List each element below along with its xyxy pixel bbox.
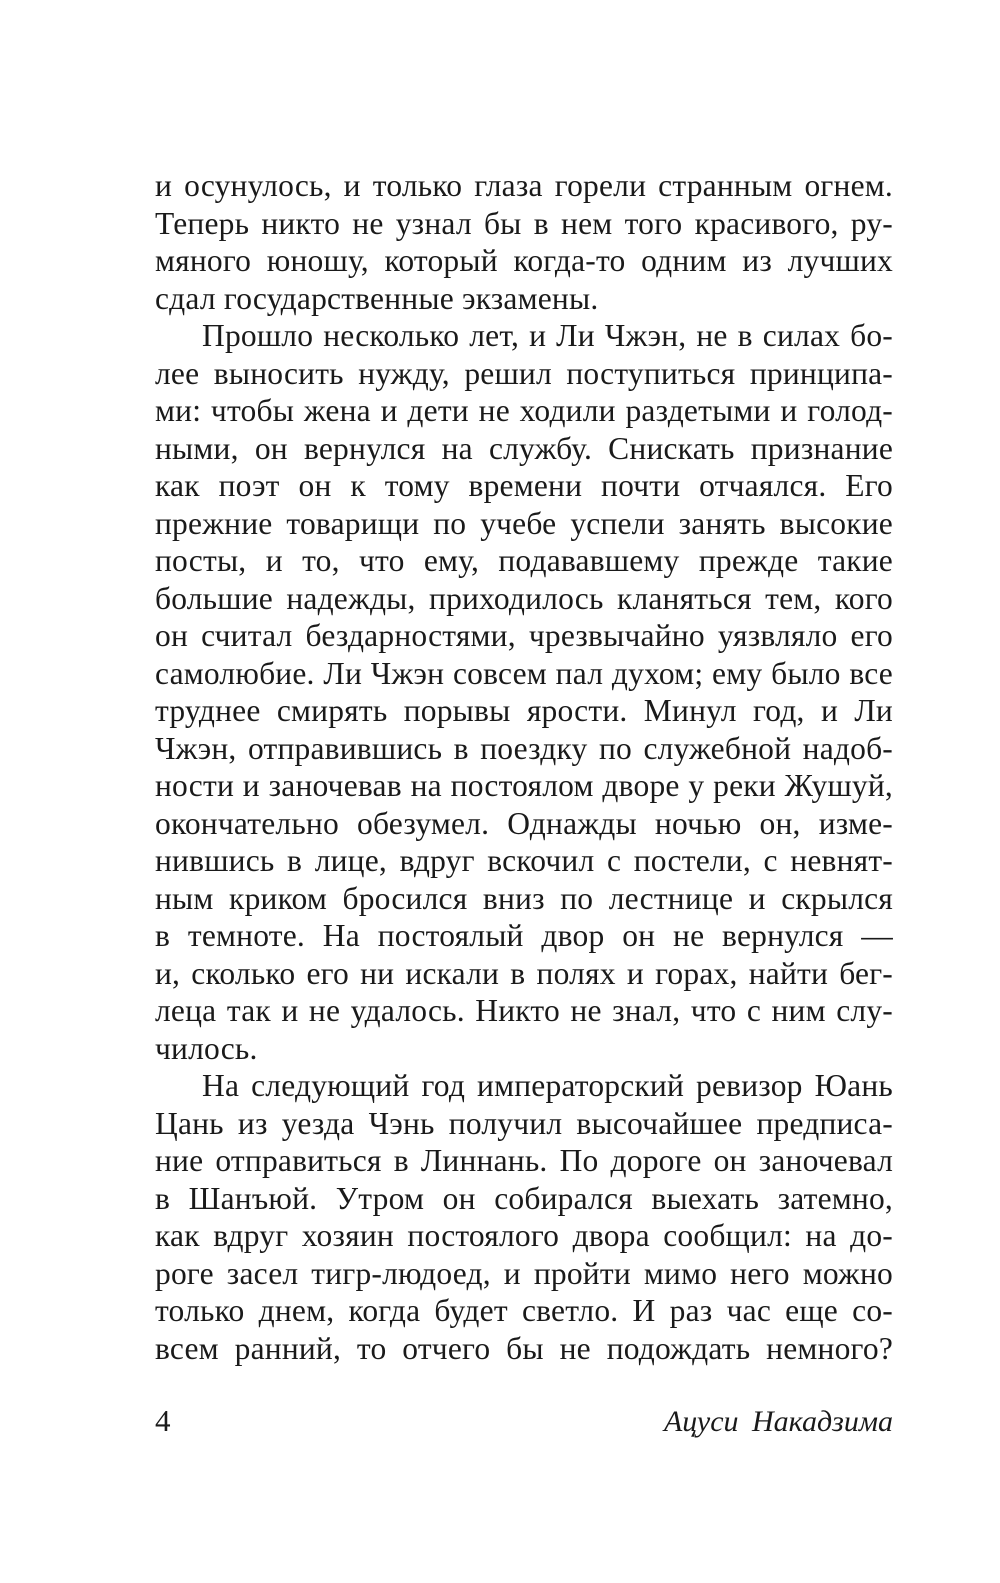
text-line: посты, и то, что ему, подававшему прежде такие bbox=[155, 543, 893, 578]
text-line: леца так и не удалось. Никто не знал, что с ним слу- bbox=[155, 993, 893, 1028]
text-line: чилось. bbox=[155, 1030, 258, 1066]
text-line: нившись в лице, вдруг вскочил с постели, с невнят- bbox=[155, 843, 893, 878]
text-line: как вдруг хозяин постоялого двора сообщил: на до- bbox=[155, 1218, 893, 1253]
text-line: Цань из уезда Чэнь получил высочайшее предписа- bbox=[155, 1105, 893, 1141]
text-line: Теперь никто не узнал бы в нем того красивого, ру- bbox=[155, 205, 893, 241]
page-number: 4 bbox=[155, 1403, 171, 1438]
text-line: роге засел тигр-людоед, и пройти мимо него можно bbox=[155, 1255, 893, 1291]
text-line: Прошло несколько лет, и Ли Чжэн, не в силах бо- bbox=[202, 318, 893, 353]
page-footer bbox=[155, 1402, 893, 1441]
text-line: мяного юношу, который когда-то одним из лучших bbox=[155, 243, 893, 278]
text-line: ным криком бросился вниз по лестнице и скрылся bbox=[155, 880, 893, 916]
text-line: ние отправиться в Линнань. По дороге он заночевал bbox=[155, 1143, 893, 1178]
text-line: большие надежды, приходилось кланяться тем, кого bbox=[155, 580, 893, 616]
text-line: и осунулось, и только глаза горели странным огнем. bbox=[155, 168, 893, 203]
text-line: всем ранний, то отчего бы не подождать немного? bbox=[155, 1330, 893, 1366]
text-line: окончательно обезумел. Однажды ночью он, изме- bbox=[155, 805, 893, 841]
text-line: Чжэн, отправившись в поездку по служебной надоб- bbox=[155, 730, 893, 766]
text-line: труднее смирять порывы ярости. Минул год, и Ли bbox=[155, 693, 893, 728]
paragraph bbox=[155, 1067, 893, 1367]
text-line: лее выносить нужду, решил поступиться принципа- bbox=[155, 355, 893, 391]
text-line: как поэт он к тому времени почти отчаялся. Его bbox=[155, 468, 893, 503]
text-line: ными, он вернулся на службу. Снискать признание bbox=[155, 430, 893, 466]
text-line: в Шанъюй. Утром он собирался выехать затемно, bbox=[155, 1180, 893, 1216]
text-line: ности и заночевав на постоялом дворе у реки Жушуй, bbox=[155, 768, 893, 803]
paragraph bbox=[155, 167, 893, 317]
text-line: сдал государственные экзамены. bbox=[155, 280, 599, 316]
text-line: самолюбие. Ли Чжэн совсем пал духом; ему было все bbox=[155, 655, 893, 691]
text-block bbox=[155, 167, 893, 1367]
text-line: и, сколько его ни искали в полях и горах, найти бег- bbox=[155, 955, 893, 991]
paragraph bbox=[155, 317, 893, 1067]
text-line: только днем, когда будет светло. И раз час еще со- bbox=[155, 1293, 893, 1328]
text-line: На следующий год императорский ревизор Юань bbox=[202, 1068, 893, 1103]
text-line: в темноте. На постоялый двор он не вернулся — bbox=[155, 918, 893, 953]
text-line: ми: чтобы жена и дети не ходили раздетыми и голод- bbox=[155, 393, 893, 428]
text-line: прежние товарищи по учебе успели занять высокие bbox=[155, 505, 893, 541]
running-title-author: Ацуси Накадзима bbox=[663, 1405, 893, 1438]
text-line: он считал бездарностями, чрезвычайно уязвляло его bbox=[155, 618, 893, 653]
